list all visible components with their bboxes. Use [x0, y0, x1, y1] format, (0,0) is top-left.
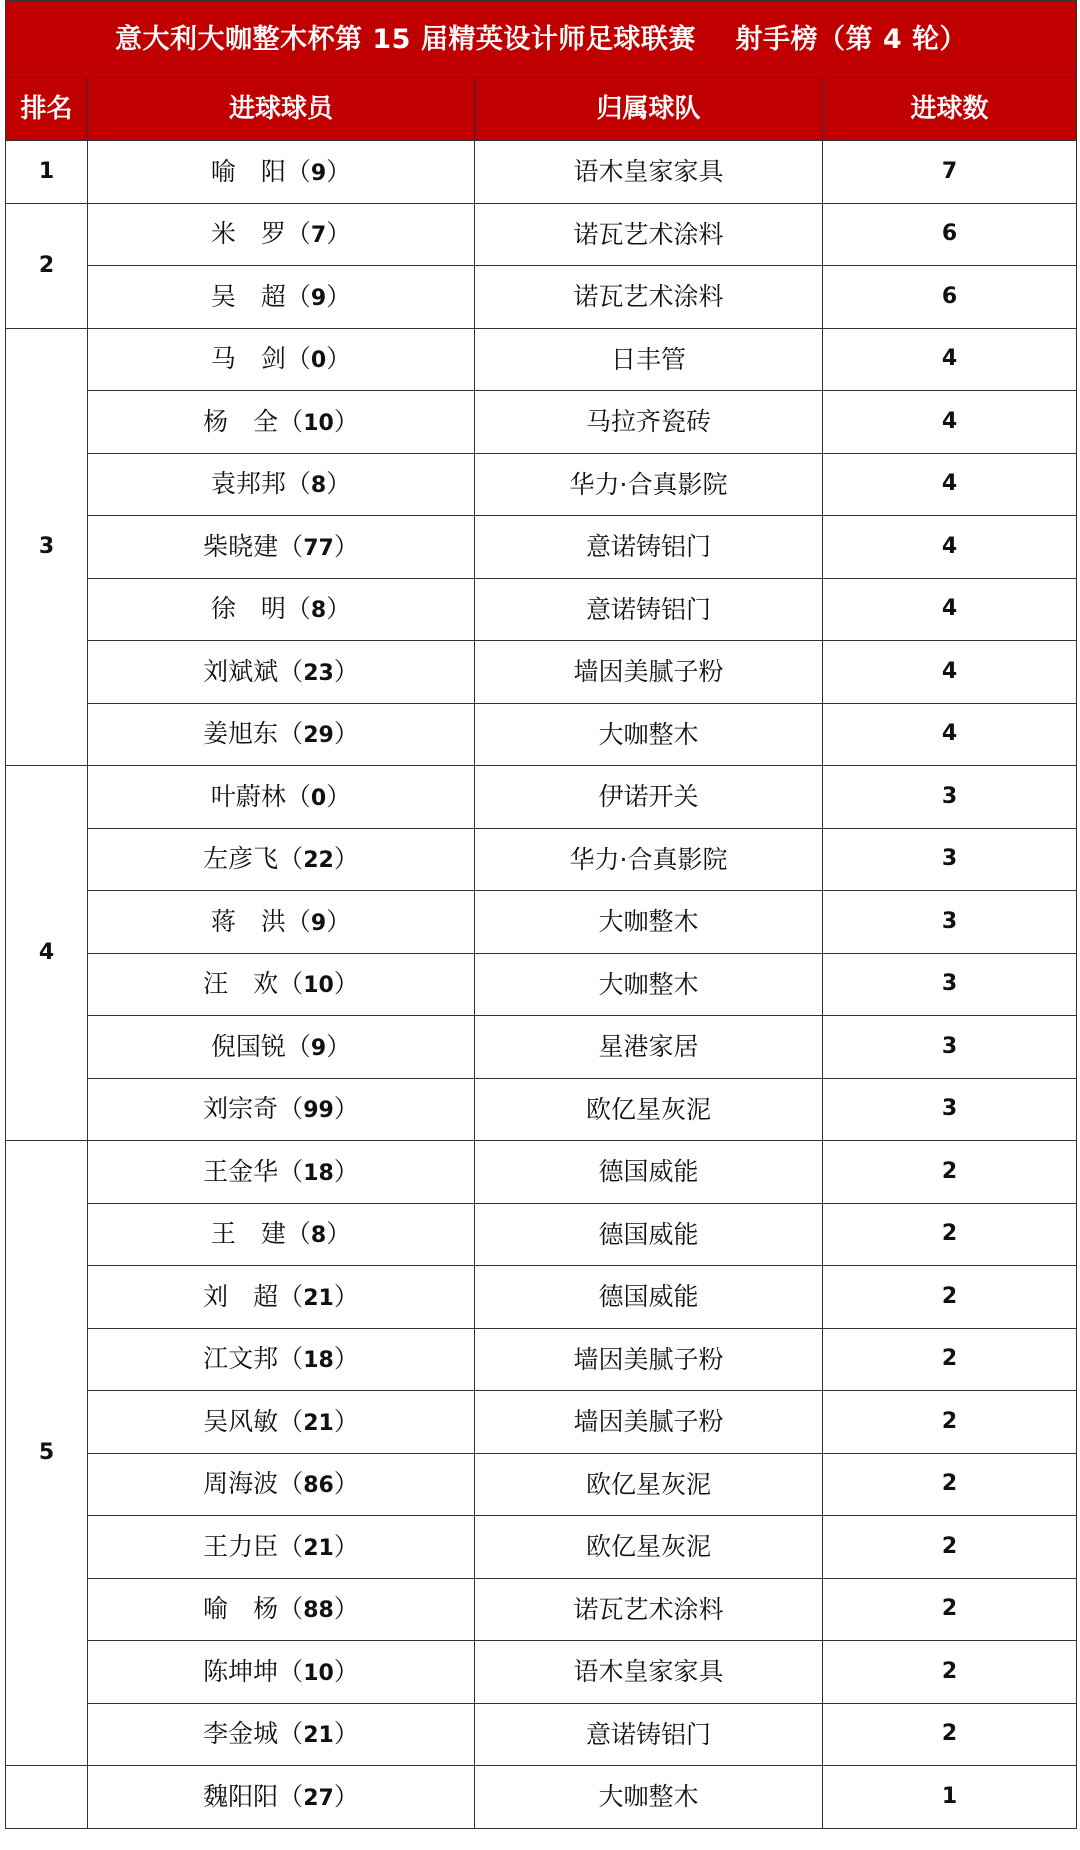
table-title-text: 意大利大咖整木杯第 15 届精英设计师足球联赛 射手榜（第 4 轮） — [114, 23, 968, 55]
goals-cell: 2 — [823, 1578, 1077, 1641]
player-cell: 汪 欢（10） — [88, 953, 475, 1016]
player-cell: 倪国锐（9） — [88, 1016, 475, 1079]
jersey-number: 21 — [303, 1535, 334, 1561]
player-name: 马 剑 — [210, 344, 286, 374]
player-name: 喻 杨 — [203, 1594, 279, 1624]
player-name: 王力臣 — [203, 1531, 279, 1561]
jersey-number: 10 — [303, 973, 334, 999]
jersey-number: 8 — [310, 1223, 327, 1249]
table-row — [6, 1141, 1077, 1204]
player-name: 魏阳阳 — [203, 1781, 279, 1811]
team-cell: 华力·合真影院 — [475, 828, 823, 891]
team-cell: 诺瓦艺术涂料 — [475, 1578, 823, 1641]
column-header-goals: 进球数 — [823, 78, 1077, 141]
team-cell: 大咖整木 — [475, 703, 823, 766]
goals-cell: 2 — [823, 1141, 1077, 1204]
jersey-number: 9 — [310, 1035, 327, 1061]
player-cell: 李金城（21） — [88, 1703, 475, 1766]
goals-cell: 4 — [823, 453, 1077, 516]
team-cell: 欧亿星灰泥 — [475, 1516, 823, 1579]
column-header-player: 进球球员 — [88, 78, 475, 141]
jersey-number: 22 — [303, 848, 334, 874]
team-cell: 意诺铸铝门 — [475, 516, 823, 579]
jersey-number: 18 — [303, 1348, 334, 1374]
jersey-number: 21 — [303, 1410, 334, 1436]
player-cell: 马 剑（0） — [88, 328, 475, 391]
jersey-number: 29 — [303, 723, 334, 749]
team-cell: 欧亿星灰泥 — [475, 1078, 823, 1141]
rank-cell — [6, 1766, 88, 1829]
team-cell: 语木皇家家具 — [475, 1641, 823, 1704]
table-title — [6, 1, 1077, 78]
jersey-number: 27 — [303, 1785, 334, 1811]
player-cell: 袁邦邦（8） — [88, 453, 475, 516]
team-cell: 诺瓦艺术涂料 — [475, 203, 823, 266]
table-row — [6, 328, 1077, 391]
player-name: 姜旭东 — [203, 719, 279, 749]
rank-cell: 1 — [6, 141, 88, 204]
player-name: 汪 欢 — [203, 969, 279, 999]
table-row — [6, 1578, 1077, 1641]
jersey-number: 21 — [303, 1723, 334, 1749]
column-header-team: 归属球队 — [475, 78, 823, 141]
team-cell: 墙因美腻子粉 — [475, 641, 823, 704]
goals-cell: 4 — [823, 578, 1077, 641]
table-row — [6, 1266, 1077, 1329]
jersey-number: 86 — [303, 1473, 334, 1499]
table-row — [6, 1516, 1077, 1579]
table-row — [6, 1641, 1077, 1704]
table-row — [6, 203, 1077, 266]
player-cell: 米 罗（7） — [88, 203, 475, 266]
goals-cell: 2 — [823, 1328, 1077, 1391]
team-cell: 华力·合真影院 — [475, 453, 823, 516]
goals-cell: 3 — [823, 953, 1077, 1016]
player-name: 袁邦邦 — [210, 469, 286, 499]
team-cell: 德国威能 — [475, 1141, 823, 1204]
goals-cell: 2 — [823, 1641, 1077, 1704]
goals-cell: 7 — [823, 141, 1077, 204]
table-row — [6, 141, 1077, 204]
table-row — [6, 391, 1077, 454]
team-cell: 大咖整木 — [475, 953, 823, 1016]
rank-cell: 2 — [6, 203, 88, 328]
jersey-number: 0 — [310, 785, 327, 811]
goals-cell: 2 — [823, 1391, 1077, 1454]
rank-cell: 4 — [6, 766, 88, 1141]
player-cell: 刘宗奇（99） — [88, 1078, 475, 1141]
player-cell: 左彦飞（22） — [88, 828, 475, 891]
table-row — [6, 516, 1077, 579]
team-cell: 意诺铸铝门 — [475, 1703, 823, 1766]
player-name: 徐 明 — [210, 594, 286, 624]
team-cell: 墙因美腻子粉 — [475, 1391, 823, 1454]
player-name: 蒋 洪 — [210, 906, 286, 936]
team-cell: 德国威能 — [475, 1203, 823, 1266]
jersey-number: 23 — [303, 660, 334, 686]
player-name: 杨 全 — [203, 406, 279, 436]
jersey-number: 0 — [310, 348, 327, 374]
player-cell: 叶蔚林（0） — [88, 766, 475, 829]
goals-cell: 2 — [823, 1266, 1077, 1329]
jersey-number: 88 — [303, 1598, 334, 1624]
team-cell: 大咖整木 — [475, 891, 823, 954]
goals-cell: 3 — [823, 828, 1077, 891]
goals-cell: 4 — [823, 703, 1077, 766]
team-cell: 日丰管 — [475, 328, 823, 391]
column-header-rank: 排名 — [6, 78, 88, 141]
player-name: 王 建 — [210, 1219, 286, 1249]
table-row — [6, 641, 1077, 704]
player-cell: 刘斌斌（23） — [88, 641, 475, 704]
goals-cell: 3 — [823, 1078, 1077, 1141]
table-row — [6, 1016, 1077, 1079]
player-cell: 姜旭东（29） — [88, 703, 475, 766]
table-row — [6, 266, 1077, 329]
team-cell: 墙因美腻子粉 — [475, 1328, 823, 1391]
jersey-number: 18 — [303, 1160, 334, 1186]
team-cell: 德国威能 — [475, 1266, 823, 1329]
jersey-number: 9 — [310, 160, 327, 186]
player-cell: 王力臣（21） — [88, 1516, 475, 1579]
player-name: 周海波 — [203, 1469, 279, 1499]
table-row — [6, 1078, 1077, 1141]
goals-cell: 3 — [823, 1016, 1077, 1079]
player-cell: 柴晓建（77） — [88, 516, 475, 579]
jersey-number: 8 — [310, 598, 327, 624]
table-row — [6, 1328, 1077, 1391]
player-name: 吴风敏 — [203, 1406, 279, 1436]
team-cell: 大咖整木 — [475, 1766, 823, 1829]
goals-cell: 2 — [823, 1703, 1077, 1766]
player-cell: 刘 超（21） — [88, 1266, 475, 1329]
player-cell: 喻 杨（88） — [88, 1578, 475, 1641]
player-cell: 王金华（18） — [88, 1141, 475, 1204]
team-cell: 意诺铸铝门 — [475, 578, 823, 641]
table-header-row — [6, 78, 1077, 141]
top-scorers-table — [5, 0, 1077, 1829]
table-row — [6, 766, 1077, 829]
player-name: 王金华 — [203, 1156, 279, 1186]
jersey-number: 77 — [303, 535, 334, 561]
player-cell: 周海波（86） — [88, 1453, 475, 1516]
team-cell: 欧亿星灰泥 — [475, 1453, 823, 1516]
player-name: 江文邦 — [203, 1344, 279, 1374]
goals-cell: 6 — [823, 203, 1077, 266]
table-row — [6, 891, 1077, 954]
goals-cell: 4 — [823, 516, 1077, 579]
jersey-number: 21 — [303, 1285, 334, 1311]
player-cell: 吴风敏（21） — [88, 1391, 475, 1454]
player-name: 左彦飞 — [203, 844, 279, 874]
scorers-table-container — [5, 0, 1076, 1829]
rank-cell: 3 — [6, 328, 88, 766]
player-name: 喻 阳 — [210, 156, 286, 186]
table-row — [6, 1391, 1077, 1454]
goals-cell: 4 — [823, 641, 1077, 704]
player-cell: 杨 全（10） — [88, 391, 475, 454]
player-cell: 王 建（8） — [88, 1203, 475, 1266]
table-row — [6, 1203, 1077, 1266]
table-row — [6, 703, 1077, 766]
goals-cell: 4 — [823, 391, 1077, 454]
table-row — [6, 953, 1077, 1016]
table-row — [6, 1703, 1077, 1766]
player-cell: 徐 明（8） — [88, 578, 475, 641]
player-name: 叶蔚林 — [210, 781, 286, 811]
team-cell: 马拉齐瓷砖 — [475, 391, 823, 454]
player-name: 米 罗 — [210, 219, 286, 249]
player-name: 倪国锐 — [210, 1031, 286, 1061]
goals-cell: 2 — [823, 1516, 1077, 1579]
team-cell: 语木皇家家具 — [475, 141, 823, 204]
goals-cell: 2 — [823, 1453, 1077, 1516]
goals-cell: 2 — [823, 1203, 1077, 1266]
goals-cell: 6 — [823, 266, 1077, 329]
jersey-number: 10 — [303, 410, 334, 436]
player-name: 刘 超 — [203, 1281, 279, 1311]
player-name: 吴 超 — [210, 281, 286, 311]
goals-cell: 3 — [823, 766, 1077, 829]
player-cell: 喻 阳（9） — [88, 141, 475, 204]
jersey-number: 9 — [310, 910, 327, 936]
player-name: 李金城 — [203, 1719, 279, 1749]
team-cell: 诺瓦艺术涂料 — [475, 266, 823, 329]
goals-cell: 1 — [823, 1766, 1077, 1829]
table-row — [6, 1766, 1077, 1829]
player-cell: 陈坤坤（10） — [88, 1641, 475, 1704]
jersey-number: 8 — [310, 473, 327, 499]
player-cell: 江文邦（18） — [88, 1328, 475, 1391]
goals-cell: 4 — [823, 328, 1077, 391]
player-cell: 蒋 洪（9） — [88, 891, 475, 954]
player-cell: 魏阳阳（27） — [88, 1766, 475, 1829]
jersey-number: 99 — [303, 1098, 334, 1124]
goals-cell: 3 — [823, 891, 1077, 954]
jersey-number: 9 — [310, 285, 327, 311]
player-name: 陈坤坤 — [203, 1656, 279, 1686]
table-row — [6, 578, 1077, 641]
table-row — [6, 1453, 1077, 1516]
jersey-number: 7 — [310, 223, 327, 249]
team-cell: 星港家居 — [475, 1016, 823, 1079]
table-row — [6, 453, 1077, 516]
table-row — [6, 828, 1077, 891]
team-cell: 伊诺开关 — [475, 766, 823, 829]
player-name: 刘宗奇 — [203, 1094, 279, 1124]
rank-cell: 5 — [6, 1141, 88, 1766]
jersey-number: 10 — [303, 1660, 334, 1686]
player-cell: 吴 超（9） — [88, 266, 475, 329]
player-name: 刘斌斌 — [203, 656, 279, 686]
table-body — [6, 141, 1077, 1829]
player-name: 柴晓建 — [203, 531, 279, 561]
